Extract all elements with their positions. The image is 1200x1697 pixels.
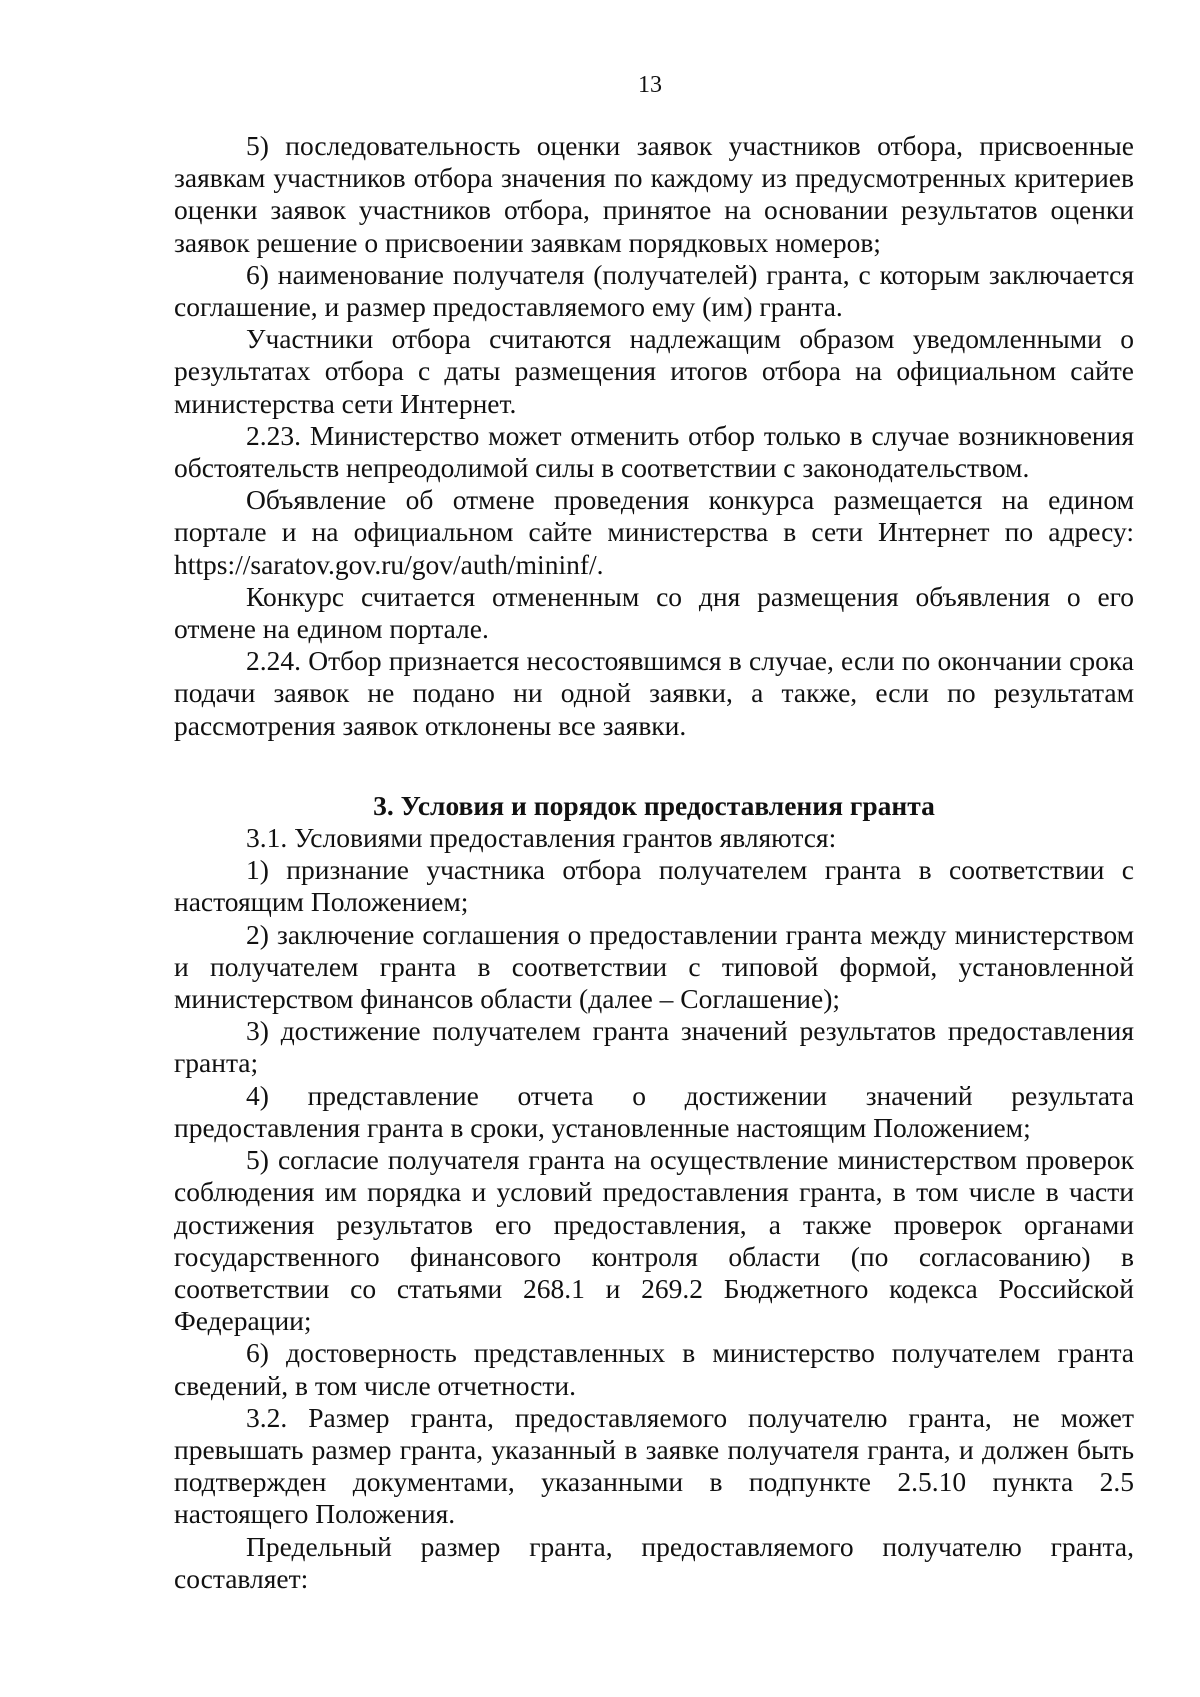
paragraph-contest-cancelled: Конкурс считается отмененным со дня размещения объявления о его отмене на едином портале. — [174, 580, 1134, 645]
condition-item-5: 5) согласие получателя гранта на осуществление министерством проверок соблюдения им порядка и условий предоставления гранта, в том числе в части достижения результатов его предоставления, а также проверок органами государственного финансового контроля области (по согласованию) в соответствии со статьями 268.1 и 269.2 Бюджетного кодекса Российской Федерации; — [174, 1144, 1134, 1337]
paragraph-item-5: 5) последовательность оценки заявок участников отбора, присвоенные заявкам участников отбора значения по каждому из предусмотренных критериев оценки заявок участников отбора, принятое на основании результатов оценки заявок решение о присвоении заявкам порядковых номеров; — [174, 130, 1134, 258]
condition-item-2: 2) заключение соглашения о предоставлении гранта между министерством и получателем гранта в соответствии с типовой формой, установленной министерством финансов области (далее – Соглашение); — [174, 918, 1134, 1015]
paragraph-3-2: 3.2. Размер гранта, предоставляемого получателю гранта, не может превышать размер гранта, указанный в заявке получателя гранта, и должен быть подтвержден документами, указанными в подпункте 2.5.10 пункта 2.5 настоящего Положения. — [174, 1401, 1134, 1530]
paragraph-3-1: 3.1. Условиями предоставления грантов являются: — [246, 822, 837, 854]
document-body — [174, 130, 1134, 1595]
paragraph-notification: Участники отбора считаются надлежащим образом уведомленными о результатах отбора с даты размещения итогов отбора на официальном сайте министерства сети Интернет. — [174, 323, 1134, 419]
section-heading: 3. Условия и порядок предоставления гранта — [373, 789, 935, 821]
paragraph-2-23: 2.23. Министерство может отменить отбор только в случае возникновения обстоятельств непреодолимой силы в соответствии с законодательством. — [174, 419, 1134, 484]
paragraph-max-grant: Предельный размер гранта, предоставляемого получателю гранта, составляет: — [174, 1530, 1134, 1594]
paragraph-2-24: 2.24. Отбор признается несостоявшимся в случае, если по окончании срока подачи заявок не подано ни одной заявки, а также, если по результатам рассмотрения заявок отклонены все заявки. — [174, 645, 1134, 741]
page-number: 13 — [638, 72, 662, 98]
paragraph-cancel-announcement: Объявление об отмене проведения конкурса размещается на едином портале и на официальном сайте министерства в сети Интернет по адресу: https://saratov.gov.ru/gov/auth/mininf/. — [174, 484, 1134, 580]
condition-item-3: 3) достижение получателем гранта значений результатов предоставления гранта; — [174, 1015, 1134, 1079]
condition-item-4: 4) представление отчета о достижении значений результата предоставления гранта в сроки, установленные настоящим Положением; — [174, 1079, 1134, 1143]
condition-item-6: 6) достоверность представленных в министерство получателем гранта сведений, в том числе отчетности. — [174, 1337, 1134, 1401]
condition-item-1: 1) признание участника отбора получателем гранта в соответствии с настоящим Положением; — [174, 854, 1134, 918]
paragraph-item-6: 6) наименование получателя (получателей) гранта, с которым заключается соглашение, и размер предоставляемого ему (им) гранта. — [174, 258, 1134, 323]
